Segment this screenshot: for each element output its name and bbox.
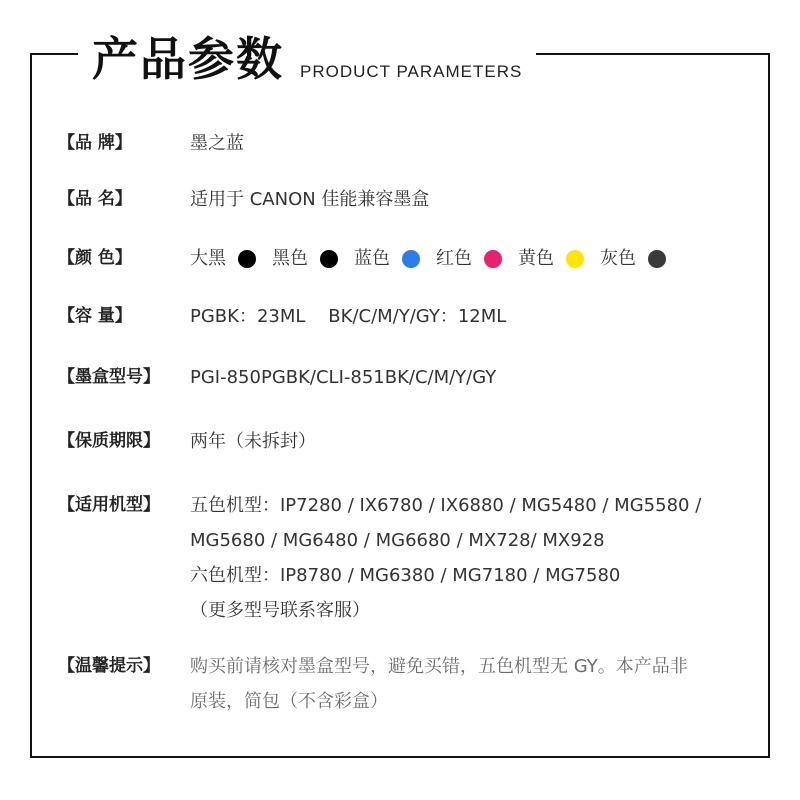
section-header — [78, 22, 536, 90]
tips-line: 原装，简包（不含彩盒） — [190, 691, 388, 712]
brand-value: 墨之蓝 — [190, 133, 244, 154]
color-swatch — [402, 250, 420, 268]
color-item — [436, 241, 518, 276]
capacity-value: PGBK：23ML BK/C/M/Y/GY：12ML — [190, 306, 507, 327]
capacity-label: 【容 量】 — [58, 306, 132, 326]
compat-label: 【适用机型】 — [58, 495, 160, 515]
color-item — [354, 241, 436, 276]
color-name: 灰色 — [600, 248, 636, 269]
color-name: 黄色 — [518, 248, 554, 269]
tips-value — [190, 649, 750, 719]
color-name: 红色 — [436, 248, 472, 269]
name-value: 适用于 CANON 佳能兼容墨盒 — [190, 189, 430, 210]
name-label: 【品 名】 — [58, 189, 132, 209]
warranty-label: 【保质期限】 — [58, 431, 160, 451]
warranty-value: 两年（未拆封） — [190, 431, 316, 452]
compat-line: 六色机型：IP8780 / MG6380 / MG7180 / MG7580 — [190, 565, 621, 586]
brand-label: 【品 牌】 — [58, 133, 132, 153]
color-list — [190, 241, 750, 276]
color-swatch — [566, 250, 584, 268]
model-label: 【墨盒型号】 — [58, 367, 160, 387]
color-label: 【颜 色】 — [58, 248, 132, 268]
color-swatch — [484, 250, 502, 268]
tips-line: 购买前请核对墨盒型号，避免买错，五色机型无 GY。本产品非 — [190, 656, 688, 677]
color-swatch — [238, 250, 256, 268]
color-item — [190, 241, 272, 276]
color-swatch — [320, 250, 338, 268]
color-name: 黑色 — [272, 248, 308, 269]
color-item — [518, 241, 600, 276]
model-value: PGI-850PGBK/CLI-851BK/C/M/Y/GY — [190, 367, 497, 388]
compat-value — [190, 488, 750, 628]
tips-label: 【温馨提示】 — [58, 656, 160, 676]
color-name: 蓝色 — [354, 248, 390, 269]
color-item — [600, 241, 682, 276]
color-swatch — [648, 250, 666, 268]
compat-line: MG5680 / MG6480 / MG6680 / MX728/ MX928 — [190, 530, 605, 551]
section-subtitle: PRODUCT PARAMETERS — [300, 62, 523, 81]
compat-line: （更多型号联系客服） — [190, 600, 370, 621]
compat-line: 五色机型：IP7280 / IX6780 / IX6880 / MG5480 / MG5580 / — [190, 495, 702, 516]
color-item — [272, 241, 354, 276]
color-name: 大黑 — [190, 248, 226, 269]
section-title: 产品参数 — [92, 32, 284, 86]
